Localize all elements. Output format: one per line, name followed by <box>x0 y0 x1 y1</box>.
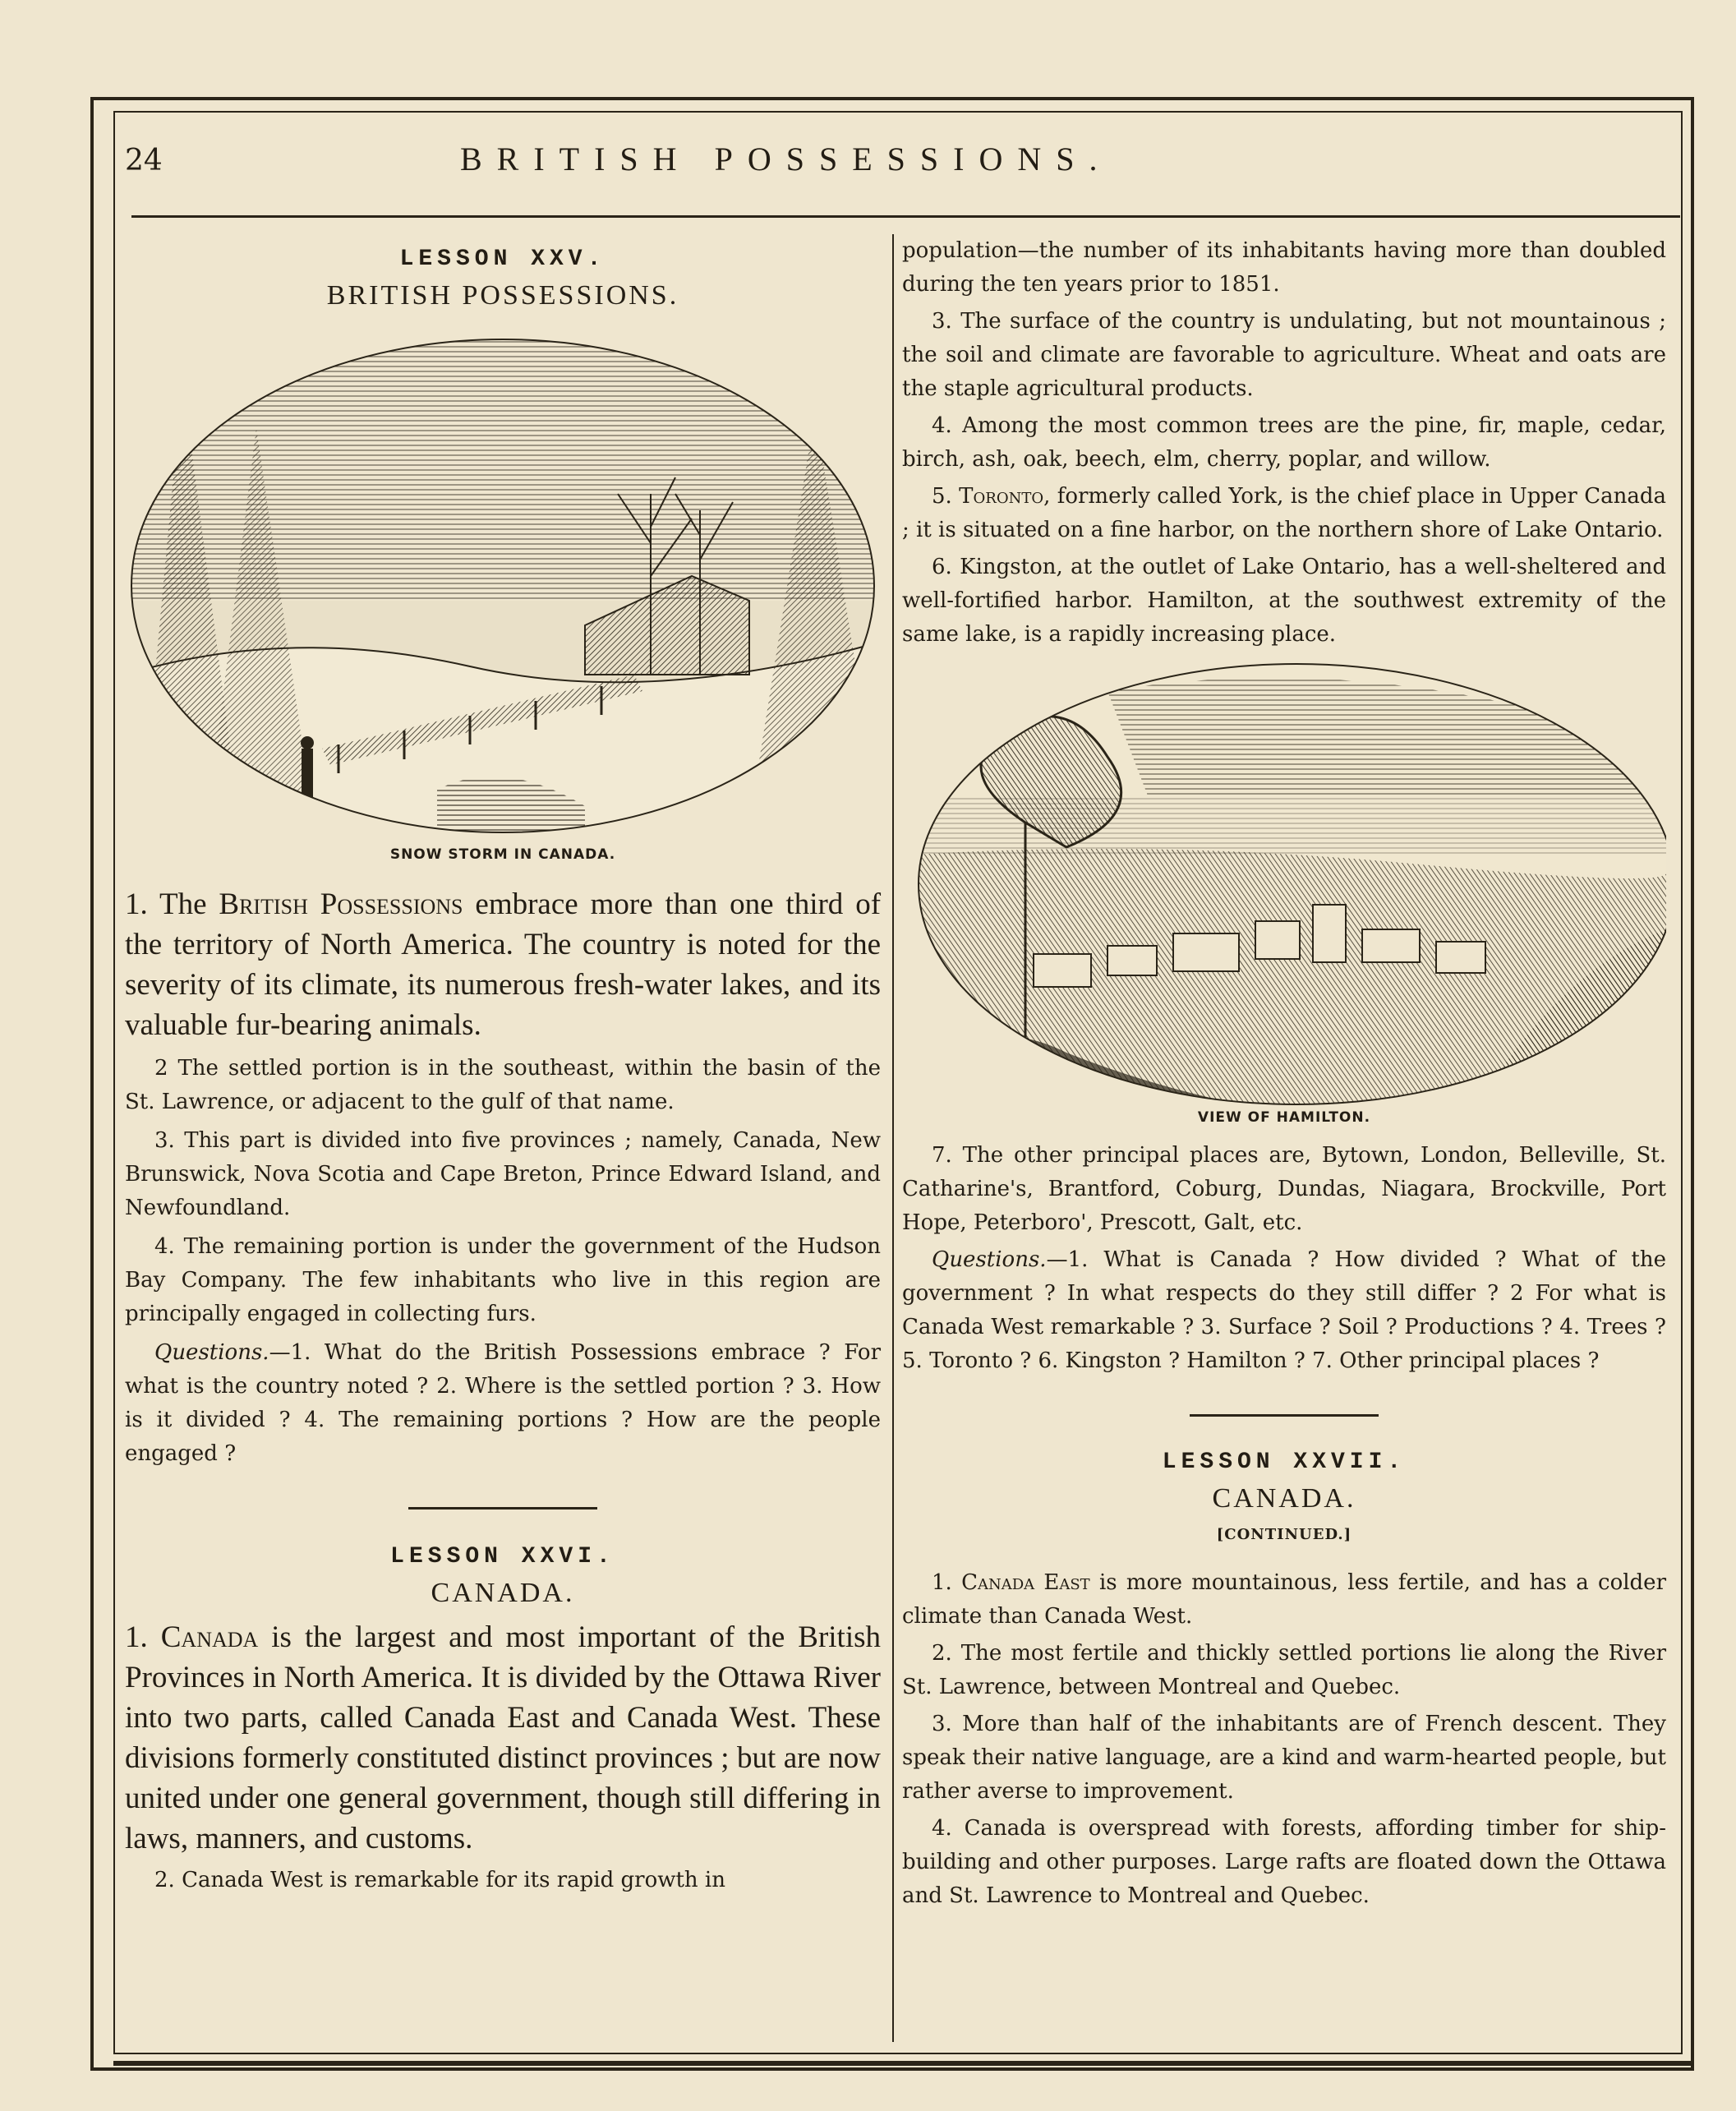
page-number: 24 <box>125 144 163 177</box>
lesson-27-paragraph-4: 4. Canada is overspread with forests, affording timber for ship-building and other purposes. Large rafts are floated down the Ottawa and St. Lawrence to Montreal and Quebec. <box>902 1816 1666 1908</box>
lesson-25-paragraph-1: 1. The British Possessions embrace more than one third of the territory of North America. The country is noted for the severity of its climate, its numerous fresh-water lakes, and its valuable fur-bearing animals. <box>125 887 882 1042</box>
lesson-27-continued-note: [CONTINUED.] <box>1216 1526 1352 1543</box>
running-title: BRITISH POSSESSIONS. <box>460 141 1112 177</box>
lesson-26-paragraph-7: 7. The other principal places are, Bytown, London, Belleville, St. Catharine's, Brantford, Coburg, Dundas, Niagara, Brockville, Port Hope, Peterboro', Prescott, Galt, etc. <box>902 1143 1666 1235</box>
hamilton-caption: VIEW OF HAMILTON. <box>1197 1109 1371 1126</box>
snow-storm-engraving <box>125 330 881 843</box>
hamilton-illustration <box>902 658 1666 1106</box>
lesson-26-title: CANADA. <box>431 1578 575 1608</box>
lesson-26-paragraph-2-continued: population—the number of its inhabitants having more than doubled during the ten years prior to 1851. <box>902 238 1666 297</box>
lesson-26-label: LESSON XXVI. <box>390 1544 615 1569</box>
lesson-25-paragraph-4: 4. The remaining portion is under the government of the Hudson Bay Company. The few inhabitants who live in this region are principally engaged in collecting furs. <box>125 1234 881 1326</box>
lesson-25-title: BRITISH POSSESSIONS. <box>326 280 679 311</box>
lesson-27-paragraph-3: 3. More than half of the inhabitants are of French descent. They speak their native language, are a kind and warm-hearted people, but rather averse to improvement. <box>902 1712 1666 1804</box>
left-column <box>125 247 881 1897</box>
lesson-25-paragraph-3: 3. This part is divided into five provinces ; namely, Canada, New Brunswick, Nova Scotia and Cape Breton, Prince Edward Island, and Newfoundland. <box>125 1128 881 1220</box>
frame-bottom-rule <box>113 2061 1694 2066</box>
lesson-26-paragraph-5: 5. Toronto, formerly called York, is the chief place in Upper Canada ; it is situated on a fine harbor, on the northern shore of Lake Ontario. <box>902 484 1666 542</box>
snow-storm-caption: SNOW STORM IN CANADA. <box>389 846 616 863</box>
lesson-separator <box>1190 1414 1379 1417</box>
header-rule <box>131 215 1680 218</box>
hamilton-engraving <box>902 658 1666 1106</box>
lesson-26-paragraph-6: 6. Kingston, at the outlet of Lake Ontario, has a well-sheltered and well-fortified harbor. Hamilton, at the southwest extremity of the same lake, is a rapidly increasing place. <box>902 555 1666 647</box>
lesson-27-label: LESSON XXVII. <box>1162 1450 1407 1475</box>
lesson-separator <box>408 1507 597 1510</box>
lesson-26-paragraph-2-start: 2. Canada West is remarkable for its rapid growth in <box>154 1868 725 1892</box>
lesson-25-questions: Questions.—1. What do the British Possessions embrace ? For what is the country noted ? 2. Where is the settled portion ? 3. How is it divided ? 4. The remaining portions ? How are the people engaged ? <box>125 1340 881 1466</box>
column-rule <box>892 234 894 2042</box>
lesson-25-paragraph-2: 2 The settled portion is in the southeast, within the basin of the St. Lawrence, or adjacent to the gulf of that name. <box>125 1056 881 1114</box>
right-column <box>902 234 1666 1913</box>
lesson-26-paragraph-1: 1. Canada is the largest and most important of the British Provinces in North America. It is divided by the Ottawa River into two parts, called Canada East and Canada West. These divisions formerly constituted distinct provinces ; but are now united under one general government, though still differing in laws, manners, and customs. <box>125 1620 881 1855</box>
lesson-26-paragraph-4: 4. Among the most common trees are the pine, fir, maple, cedar, birch, ash, oak, beech, elm, cherry, poplar, and willow. <box>902 413 1666 472</box>
lesson-27-paragraph-1: 1. Canada East is more mountainous, less fertile, and has a colder climate than Canada West. <box>902 1570 1667 1629</box>
lesson-27-paragraph-2: 2. The most fertile and thickly settled portions lie along the River St. Lawrence, between Montreal and Quebec. <box>902 1641 1666 1699</box>
lesson-26-paragraph-3: 3. The surface of the country is undulating, but not mountainous ; the soil and climate are favorable to agriculture. Wheat and oats are the staple agricultural products. <box>902 309 1666 401</box>
lesson-25-label: LESSON XXV. <box>399 247 606 272</box>
lesson-27-title: CANADA. <box>1212 1483 1356 1514</box>
snow-storm-illustration <box>125 330 881 843</box>
lesson-26-questions: Questions.—1. What is Canada ? How divided ? What of the government ? In what respects do they still differ ? 2 For what is Canada West remarkable ? 3. Surface ? Soil ? Productions ? 4. Trees ? 5. Toronto ? 6. Kingston ? Hamilton ? 7. Other principal places ? <box>902 1247 1666 1373</box>
